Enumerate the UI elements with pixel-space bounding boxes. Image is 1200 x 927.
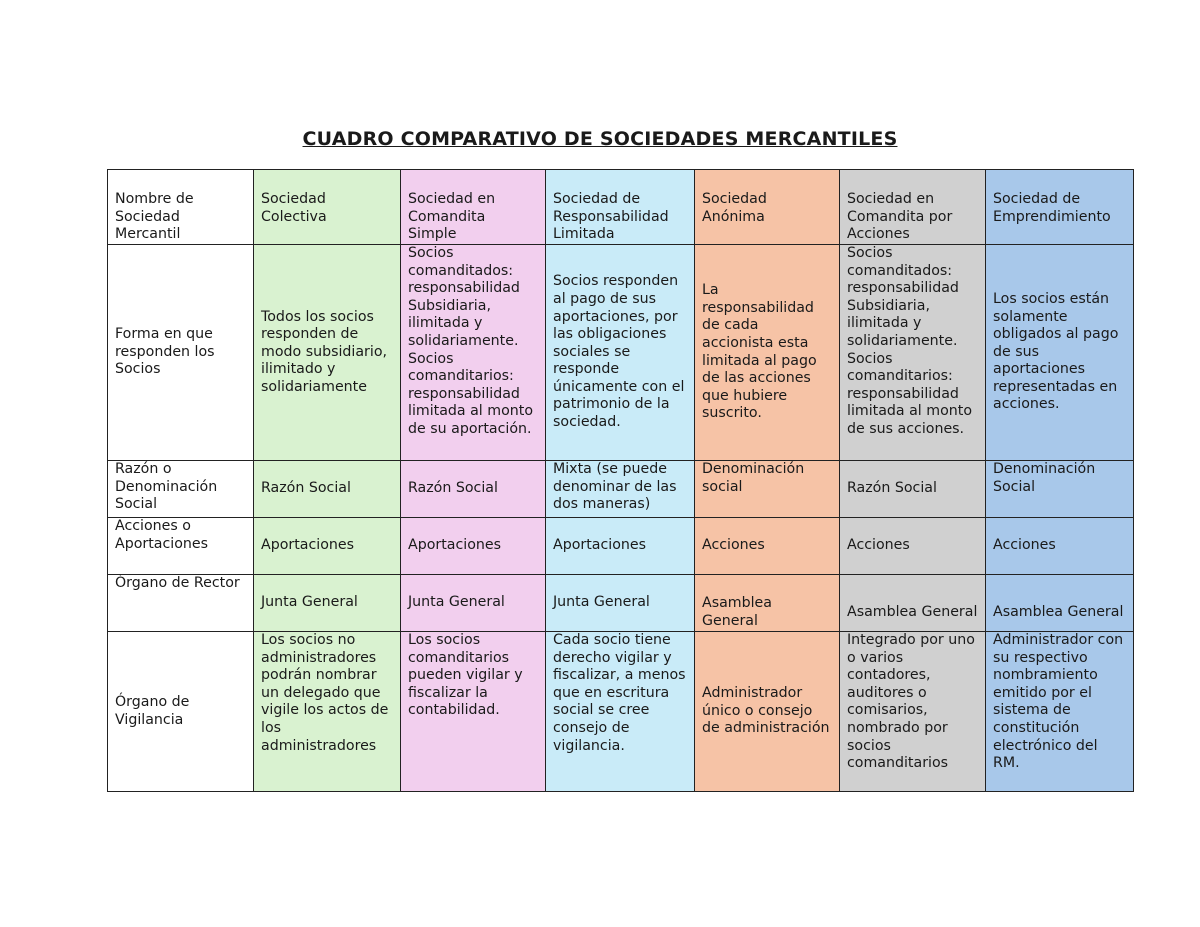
table-cell: Aportaciones bbox=[401, 518, 546, 575]
table-cell: Denominación Social bbox=[986, 461, 1134, 518]
table-cell: Junta General bbox=[546, 575, 695, 632]
header-cell-comandita-simple: Sociedad en Comandita Simple bbox=[401, 170, 546, 245]
table-cell: Junta General bbox=[401, 575, 546, 632]
header-cell-nombre: Nombre de Sociedad Mercantil bbox=[108, 170, 254, 245]
table-cell: Denominación social bbox=[695, 461, 840, 518]
table-cell: Acciones bbox=[986, 518, 1134, 575]
table-cell: Razón Social bbox=[254, 461, 401, 518]
table-cell: Razón Social bbox=[840, 461, 986, 518]
table-cell: La responsabilidad de cada accionista esta limitada al pago de las acciones que hubiere suscrito. bbox=[695, 245, 840, 461]
header-cell-responsabilidad-limitada: Sociedad de Responsabilidad Limitada bbox=[546, 170, 695, 245]
table-cell: Asamblea General bbox=[840, 575, 986, 632]
row-label-razon: Razón o Denominación Social bbox=[108, 461, 254, 518]
table-cell: Acciones bbox=[695, 518, 840, 575]
table-cell: Acciones bbox=[840, 518, 986, 575]
table-cell: Administrador único o consejo de administración bbox=[695, 632, 840, 792]
header-cell-emprendimiento: Sociedad de Emprendimiento bbox=[986, 170, 1134, 245]
header-row bbox=[108, 170, 1134, 245]
row-label-organo-rector: Órgano de Rector bbox=[108, 575, 254, 632]
table-cell: Todos los socios responden de modo subsidiario, ilimitado y solidariamente bbox=[254, 245, 401, 461]
header-cell-comandita-acciones: Sociedad en Comandita por Acciones bbox=[840, 170, 986, 245]
table-row-razon bbox=[108, 461, 1134, 518]
header-cell-colectiva: Sociedad Colectiva bbox=[254, 170, 401, 245]
table-cell: Cada socio tiene derecho vigilar y fiscalizar, a menos que en escritura social se cree consejo de vigilancia. bbox=[546, 632, 695, 792]
table-cell: Los socios no administradores podrán nombrar un delegado que vigile los actos de los administradores bbox=[254, 632, 401, 792]
header-cell-anonima: Sociedad Anónima bbox=[695, 170, 840, 245]
row-label-organo-vigilancia: Órgano de Vigilancia bbox=[108, 632, 254, 792]
table-cell: Socios comanditados: responsabilidad Subsidiaria, ilimitada y solidariamente. Socios comanditarios: responsabilidad limitada al monto de sus acciones. bbox=[840, 245, 986, 461]
row-label-forma: Forma en que responden los Socios bbox=[108, 245, 254, 461]
table-cell: Junta General bbox=[254, 575, 401, 632]
table-row-forma bbox=[108, 245, 1134, 461]
table-row-acciones bbox=[108, 518, 1134, 575]
table-cell: Socios comanditados: responsabilidad Subsidiaria, ilimitada y solidariamente. Socios comanditarios: responsabilidad limitada al monto de su aportación. bbox=[401, 245, 546, 461]
table-row-organo-rector bbox=[108, 575, 1134, 632]
document-title: CUADRO COMPARATIVO DE SOCIEDADES MERCANTILES bbox=[302, 128, 898, 150]
table-cell: Administrador con su respectivo nombramiento emitido por el sistema de constitución electrónico del RM. bbox=[986, 632, 1134, 792]
table-cell: Los socios están solamente obligados al pago de sus aportaciones representadas en acciones. bbox=[986, 245, 1134, 461]
table-cell: Mixta (se puede denominar de las dos maneras) bbox=[546, 461, 695, 518]
table-cell: Socios responden al pago de sus aportaciones, por las obligaciones sociales se responde únicamente con el patrimonio de la sociedad. bbox=[546, 245, 695, 461]
table-cell: Razón Social bbox=[401, 461, 546, 518]
table-cell: Aportaciones bbox=[254, 518, 401, 575]
row-label-acciones: Acciones o Aportaciones bbox=[108, 518, 254, 575]
table-cell: Los socios comanditarios pueden vigilar y fiscalizar la contabilidad. bbox=[401, 632, 546, 792]
table-cell: Asamblea General bbox=[986, 575, 1134, 632]
table-cell: Integrado por uno o varios contadores, auditores o comisarios, nombrado por socios comanditarios bbox=[840, 632, 986, 792]
table-cell: Asamblea General bbox=[695, 575, 840, 632]
comparison-table bbox=[107, 169, 1134, 792]
table-row-organo-vigilancia bbox=[108, 632, 1134, 792]
table-cell: Aportaciones bbox=[546, 518, 695, 575]
